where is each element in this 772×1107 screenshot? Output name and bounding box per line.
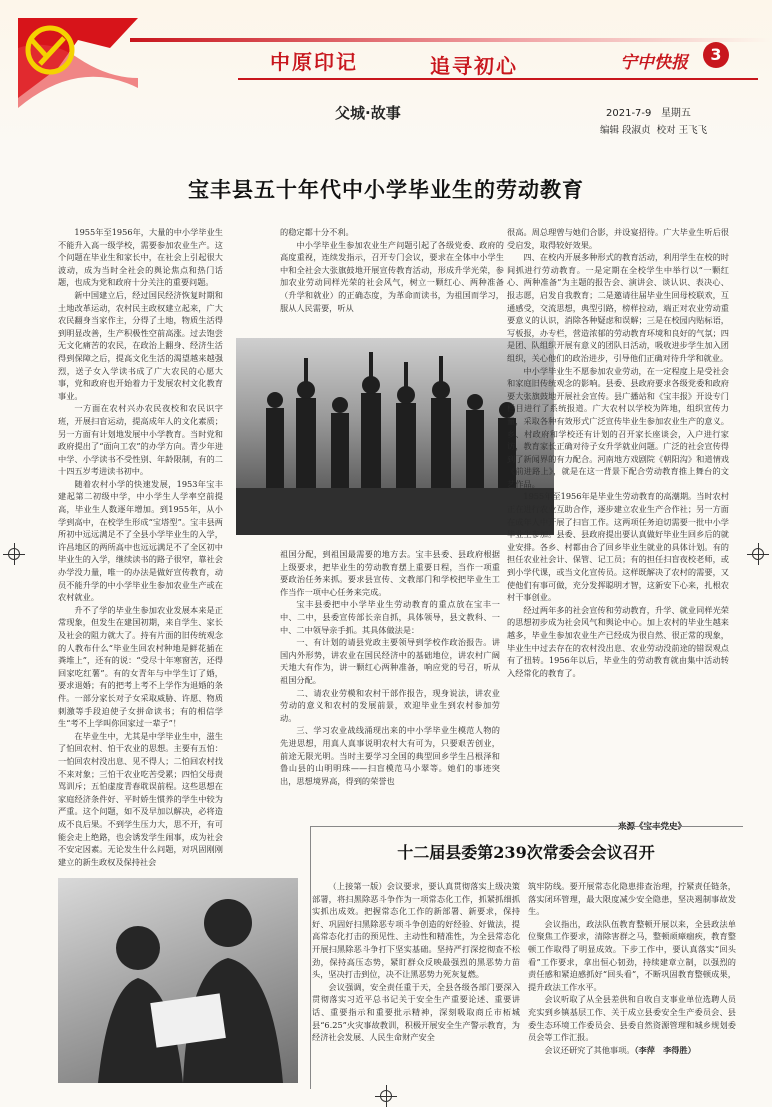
section-slogan: 追寻初心 <box>430 54 518 78</box>
party-emblem-icon <box>18 18 138 128</box>
article-title: 宝丰县五十年代中小学毕业生的劳动教育 <box>188 177 584 202</box>
paragraph: （上接第一版）会议要求，要认真贯彻落实上级决策部署，将扫黑除恶斗争作为一项常态化工作，抓紧抓细抓实抓出成效。把握常态化工作的新部署、新要求，保持好、巩固好扫黑除恶专项斗争创造的好经验、好做法，提高常态化打击的预见性、主动性和精准性，为全县常态化开展扫黑除恶斗争打下坚实基础。坚持严打深挖彻查不松劲，保持高压态势，紧盯群众反映最强烈的黑恶势力苗头，坚决打击到位，决不让黑恶势力死灰复燃。 <box>312 881 520 980</box>
article1-column-1 <box>58 226 223 906</box>
paragraph: 随着农村小学的快速发展，1953年宝丰建起第二初级中学，中小学生人学率空前提高，毕业生人数逐年增加。到1955年，从小学到高中，在校学生形成“宝塔型”。宝丰县两所初中远远满足不了全县小学毕业生的入学，许昌地区的两所高中也远远满足不了全区初中毕业生的入学，继续读书的路子很窄，靠社会办学没力量，唯一的办法是做好宣传教育，动员不能升学的中小学毕业生参加农业生产或在农村就业。 <box>58 478 223 603</box>
page-number-badge: 3 <box>703 42 729 68</box>
paragraph: 三、学习农业战线涌现出来的中小学毕业生模范人物的先进思想，用真人真事说明农村大有可为，只要艰苦创业，前途无限光明。当时主要学习全国的典型回乡学生吕根泽和鲁山县的山明明珠——扫盲模范马小翠等。她们的事迹突出，思想境界高，得到的荣誉也 <box>280 725 500 786</box>
paragraph: 一方面在农村兴办农民夜校和农民识字班，开展扫盲运动，提高成年人的文化素质；另一方面有计划地发展中小学教育。当时党和政府提出了“面向工农”的办学方向。青少年进中学、小学读书不受性别、年龄限制，有的二十四五岁考进读书初中。 <box>58 403 223 477</box>
paragraph: 升不了学的毕业生参加农业发展本来是正常现象，但发生在建国初期，来自学生、家长及社会的阻力就大了。持有片面的旧传统观念的人教布什么“毕业生回农村种地是鲜花插在粪堆上”，还有的说：“受尽十年寒窗苦，还得回家吃红薯”。有的女青年与中学生订了婚，要求退婚；有的把考上考不上学作为退婚的条件。一部分家长对子女采取威胁、许愿、物质刺激等手段迫使子女拼命读书；有的相信学生“考不上学叫你回家过一辈子”！ <box>58 604 223 729</box>
article2-byline: （李萍 李得胜） <box>634 1044 696 1055</box>
crop-mark <box>752 548 764 560</box>
paragraph: 1955年至1956年是毕业生劳动教育的高潮期。当时农村正在进行农业互助合作，逐步建立农业生产合作社；另一方面在成年人中开展了扫盲工作。这两项任务迫切需要一批中小学毕业生参加。县委、县政府提出要认真做好毕业生回乡后的就业安排。各乡、村都由合了回乡毕业生就业的具体计划。有的担任农业社会计、保管、记工员；有的担任扫盲夜校老师，或到小学代课，或当文化宣传员。这样既解决了农村的需要，又使他们有事可做，充分发挥聪明才智，这新安下心来，扎根农村干事创业。 <box>507 491 729 603</box>
paragraph <box>528 1044 736 1057</box>
proof-label: 校对 <box>656 125 676 136</box>
column-name: 父城·故事 <box>335 104 401 122</box>
article1-column-3 <box>280 548 500 848</box>
paper-name: 宁中快报 <box>620 53 688 73</box>
crop-mark <box>8 548 20 560</box>
article2-title: 十二届县委第239次常委会会议召开 <box>397 843 655 862</box>
red-ribbon-strip <box>130 38 770 42</box>
editor-line <box>600 122 707 136</box>
header-divider <box>238 78 758 80</box>
paragraph: 祖国分配，到祖国最需要的地方去。宝丰县委、县政府根据上级要求，把毕业生的劳动教育摆上重要日程，当作一项重要政治任务来抓。要求县宣传、文教部门和学校把毕业生工作当作一项中心任务来完成。 <box>280 549 500 597</box>
article2-column-2 <box>528 880 736 1090</box>
crop-mark <box>380 1090 392 1102</box>
paragraph: 在毕业生中，尤其是中学毕业生中，滋生了怕回农村、怕干农业的思想。主要有五怕：一怕回农村没出息、见不得人；二怕回农村找不来对象；三怕干农业吃苦受累；四怕父母责骂训斥；五怕虚度青春耽误前程。这些思想在家庭经济条件好、平时娇生惯养的学生中较为严重。这个问题，如不及早加以解决，必将造成不良后果。不到学生压力大，思不开，有可能会走上绝路，也会诱发学生闹事，成为社会不安定因素。无论发生什么问题，对巩固刚刚建立的新生政权及保持社会 <box>58 730 223 867</box>
issue-date: 2021-7-9 <box>606 108 652 119</box>
proofreader-name: 王飞飞 <box>678 125 708 136</box>
paragraph: 会议听取了从全县差供和自收自支事业单位选聘人员充实到乡镇基层工作、关于成立县委安全生产委员会、县委生态环境工作委员会、县委自然资源管理和城乡规划委员会等工作汇报。 <box>528 994 736 1043</box>
photo-two-students-reading <box>58 878 298 1083</box>
article2-column-1 <box>312 880 520 1090</box>
section-title: 中原印记 <box>270 50 358 74</box>
editor-label: 编辑 <box>600 125 620 136</box>
date-line <box>606 104 691 119</box>
paragraph: 中小学毕业生参加农业生产问题引起了各级党委、政府的高度重视，连续发指示，召开专门会议，要求在全体中小学生中和全社会大张旗鼓地开展宣传教育活动，形成升学光荣，参加农业劳动同样光荣的社会风气，树立一颗红心、两种准备（升学和就业）的正确态度，为革命而读书，为祖国而学习，服从人民需要，听从 <box>280 239 504 313</box>
paragraph: 筑牢防线。要开展常态化隐患排查治理，拧紧责任链条，落实闭环管理，最大限度减少安全隐患，坚决遏制事故发生。 <box>528 881 736 917</box>
paragraph: 1955年至1956年，大量的中小学毕业生不能升入高一级学校，需要参加农业生产。这个问题在毕业生和家长中，在社会上引起很大波动，成为当时全社会的舆论焦点和热门话题，也成为党和政府十分关注的重要问题。 <box>58 227 223 288</box>
paragraph: 宝丰县委把中小学毕业生劳动教育的重点放在宝丰一中、二中，县委宣传部长亲自抓，具体领导，县文教科、一中、二中领导亲手抓。其具体做法是： <box>280 599 500 635</box>
paragraph: 会议强调，安全责任重于天，全县各级各部门要深入贯彻落实习近平总书记关于安全生产重要论述、重要讲话、重要指示和重要批示精神，深刻吸取商丘市柘城县“6.25”火灾事故教训，积极开展安全生产警示教育，为经济社会发展、人民生命财产安全 <box>312 981 520 1043</box>
paragraph: 会议指出，政法队伍教育整顿开展以来，全县政法单位聚焦工作要求，清除害群之马，整顿顽瘴痼疾，教育整顿工作取得了明显成效。下步工作中，要认真落实“回头看”工作要求，拿出恒心韧劲，持续建章立制，以强烈的责任感和紧迫感抓好“回头看”，不断巩固教育整顿成果，提升政法工作水平。 <box>528 918 736 992</box>
paragraph: 很高。周总理曾与她们合影，并设宴招待。广大毕业生听后很受启发，取得较好效果。 <box>507 227 729 250</box>
paragraph: 经过两年多的社会宣传和劳动教育，升学、就业同样光荣的思想初步成为社会风气和舆论中心。加上农村的毕业生越来越多，毕业生参加农业生产已经成为很自然、很正常的现象，毕业生中过去存在的农村没出息、农业劳动没前途的错误观点有了扭转。1956年以后，毕业生的劳动教育就由集中活动转入经常化的教育了。 <box>507 604 729 678</box>
paragraph: 四、在校内开展多种形式的教育活动，利用学生在校的时间抓进行劳动教育。一是定期在全校学生中举行以“一颗红心、两种准备”为主题的报告会、演讲会、谈认识、表决心、报志愿，启发自我教育；二是邀请往届毕业生回母校联欢，互通感受，交流思想，典型引路，榜样拉动，端正对农业劳动重要意义的认识，消除各种疑虑和误解；三是在校园内贴标语，写板报，办专栏，营造浓郁的劳动教育环境和良好的气氛；四是团、队组织开展有意义的团队日活动，吸收进步学生加入团组织，关心他们的政治进步，引导他们正确对待升学和就业。 <box>507 252 729 363</box>
closing-sentence: 会议还研究了其他事项。 <box>544 1044 635 1055</box>
paragraph: 二、请农业劳模和农村干部作报告，现身说法，讲农业劳动的意义和农村的发展前景，欢迎毕业生到农村参加劳动。 <box>280 687 500 723</box>
paragraph: 一、有计划的请县党政主要领导到学校作政治报告。讲国内外形势，讲农业在国民经济中的基础地位，讲农村广阔天地大有作为，讲一颗红心两种准备，响应党的号召，听从祖国分配。 <box>280 637 500 685</box>
photo-figures <box>58 878 298 1083</box>
article1-source: 来源《宝丰党史》 <box>618 822 687 832</box>
paragraph: 中小学毕业生不愿参加农业劳动，在一定程度上是受社会和家庭旧传统观念的影响。县委、县政府要求各级党委和政府要大张旗鼓地开展社会宣传。县广播站和《宝丰报》开设专门栏目进行了系统报道。广大农村以学校为阵地，组织宣传力量，采取各种有效形式广泛宣传毕业生参加农业生产的意义。乡、村政府和学校还有计划的召开家长座谈会，入户进行家访，教育家长正确对待子女升学就业问题。广泛的社会宣传得到了新闻界的有力配合。河南地方戏剧院《朝阳沟》和道情戏《前进路上》，就是在这一背景下配合劳动教育推上舞台的文艺作品。 <box>507 365 729 489</box>
editor-name: 段淑贞 <box>622 125 651 136</box>
article1-column-2 <box>280 226 504 328</box>
paragraph: 的稳定都十分不利。 <box>280 227 354 237</box>
paragraph: 新中国建立后，经过国民经济恢复时期和土地改革运动，农村民主政权建立起来，广大农民翻身当家作主，分得了土地，物质生活得到明显改善，生产积极性空前高涨。过去饱尝无文化痛苦的农民，在政治上翻身、经济生活得到保障之后，提高文化生活的渴望越来越强烈，送子女入学读书成了广大农民的心愿大事，党和政府也开始着力于发展农村文化教育事业。 <box>58 289 223 401</box>
issue-weekday: 星期五 <box>660 108 691 119</box>
article1-column-4 <box>507 226 729 816</box>
